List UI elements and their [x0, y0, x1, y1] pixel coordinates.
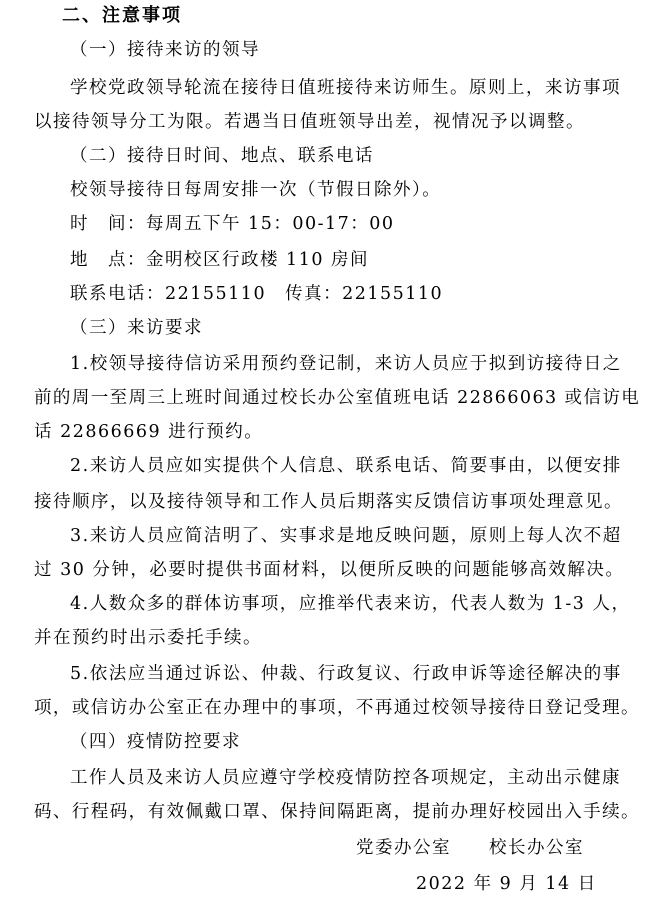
signature-date: 2022 年 9 月 14 日: [416, 874, 597, 894]
section-title: 二、注意事项: [62, 5, 182, 26]
paragraph-line: 校领导接待日每周安排一次（节假日除外）。: [70, 180, 442, 200]
signature-offices: 党委办公室 校长办公室: [356, 838, 584, 858]
subsection-title-1: （一）接待来访的领导: [70, 40, 260, 60]
reception-place: 地 点：金明校区行政楼 110 房间: [70, 250, 370, 270]
requirement-line: 5.依法应当通过诉讼、仲裁、行政复议、行政申诉等途径解决的事: [70, 664, 622, 684]
requirement-line: 话 22866669 进行预约。: [34, 422, 264, 442]
requirement-line: 接待顺序，以及接待领导和工作人员后期落实反馈信访事项处理意见。: [34, 492, 623, 512]
subsection-title-4: （四）疫情防控要求: [70, 732, 241, 752]
requirement-line: 项，或信访办公室正在办理中的事项，不再通过校领导接待日登记受理。: [34, 698, 640, 718]
requirement-line: 并在预约时出示委托手续。: [34, 628, 262, 648]
requirement-line: 4.人数众多的群体访事项，应推举代表来访，代表人数为 1-3 人，: [70, 594, 631, 614]
requirement-line: 2.来访人员应如实提供个人信息、联系电话、简要事由，以便安排: [70, 456, 622, 476]
requirement-line: 3.来访人员应简洁明了、实事求是地反映问题，原则上每人次不超: [70, 526, 622, 546]
requirement-line: 1.校领导接待信访采用预约登记制，来访人员应于拟到访接待日之: [70, 354, 622, 374]
subsection-title-3: （三）来访要求: [70, 318, 203, 338]
requirement-line: 过 30 分钟，必要时提供书面材料，以便所反映的问题能够高效解决。: [34, 560, 625, 580]
paragraph-line: 码、行程码，有效佩戴口罩、保持间隔距离，提前办理好校园出入手续。: [34, 802, 640, 822]
contact-phone-fax: 联系电话：22155110 传真：22155110: [70, 284, 444, 304]
paragraph-line: 以接待领导分工为限。若遇当日值班领导出差，视情况予以调整。: [34, 112, 585, 132]
reception-time: 时 间：每周五下午 15：00-17：00: [70, 214, 395, 234]
paragraph-line: 学校党政领导轮流在接待日值班接待来访师生。原则上，来访事项: [70, 78, 621, 98]
paragraph-line: 工作人员及来访人员应遵守学校疫情防控各项规定，主动出示健康: [70, 768, 621, 788]
requirement-line: 前的周一至周三上班时间通过校长办公室值班电话 22866063 或信访电: [34, 388, 641, 408]
subsection-title-2: （二）接待日时间、地点、联系电话: [70, 146, 374, 166]
